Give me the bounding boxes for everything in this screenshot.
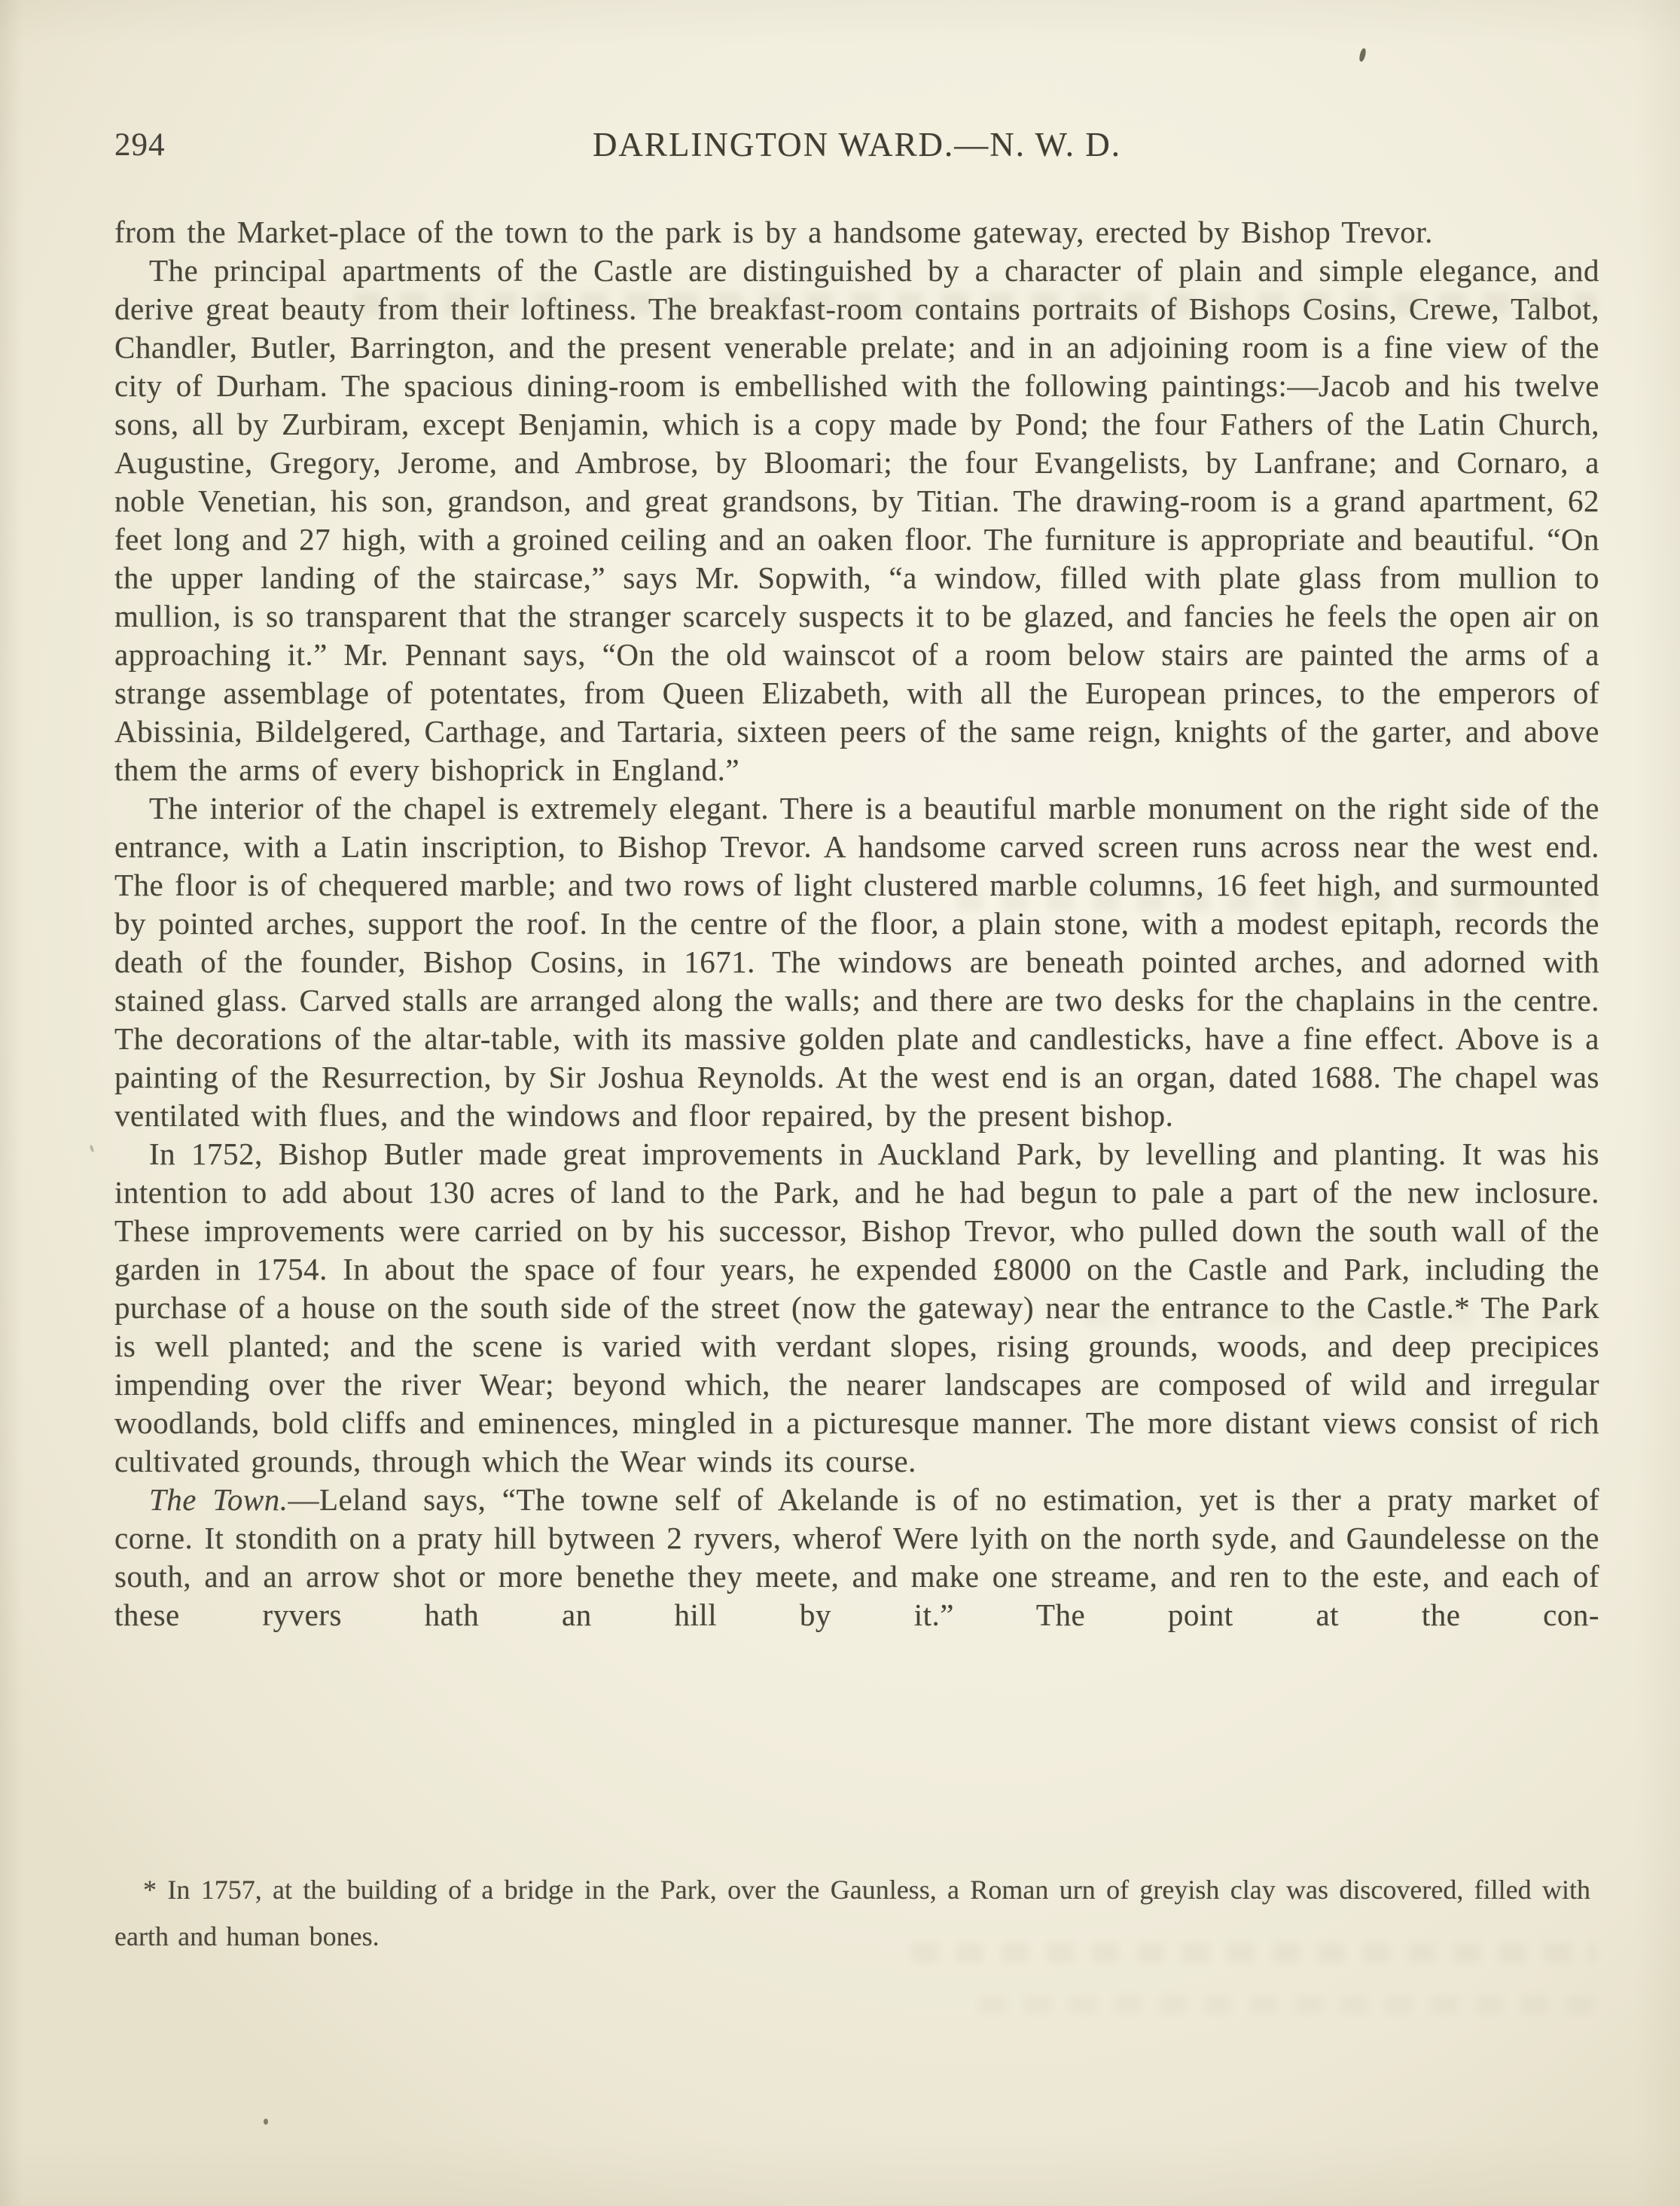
show-through-smudge — [979, 1996, 1596, 2014]
ink-speck — [264, 2119, 268, 2125]
paragraph-town-lead: The Town. — [149, 1482, 288, 1517]
ink-speck — [89, 1145, 94, 1153]
show-through-smudge — [354, 292, 1596, 315]
paragraph-continuation: from the Market-place of the town to the park is by a handsome gateway, erected by Bishop Trevor. — [114, 215, 1433, 249]
page-number: 294 — [114, 127, 166, 163]
show-through-smudge — [911, 1943, 1596, 1963]
paragraph-town — [114, 1481, 1599, 1634]
running-title: DARLINGTON WARD.—N. W. D. — [592, 126, 1122, 163]
page-body — [114, 213, 1599, 1634]
paragraph-town-text: —Leland says, “The towne self of Akelande is of no estimation, yet is ther a praty market of corne. It stondith on a praty hill bytween 2 ryvers, wherof Were lyith on the north syde, and Gaundelesse on the south, and an arrow shot or more benethe they meete, and make one streame, and ren to the este, and each of these ryvers hath an hill by it.” The point at the con- — [114, 1482, 1599, 1632]
page-header — [114, 125, 1599, 167]
footnote: * In 1757, at the building of a bridge in the Park, over the Gaunless, a Roman urn of greyish clay was discovered, filled with earth and human bones. — [114, 1875, 1590, 1951]
paragraph-apartments: The principal apartments of the Castle are distinguished by a character of plain and simple elegance, and derive great beauty from their loftiness. The breakfast-room contains portraits of Bishops Cosins, Crewe, Talbot, Chandler, Butler, Barrington, and the present venerable prelate; and in an adjoining room is a fine view of the city of Durham. The spacious dining-room is embellished with the following paintings:—Jacob and his twelve sons, all by Zurbiram, except Benjamin, which is a copy made by Pond; the four Fathers of the Latin Church, Augustine, Gregory, Jerome, and Ambrose, by Bloomari; the four Evangelists, by Lanfrane; and Cornaro, a noble Venetian, his son, grandson, and great grandsons, by Titian. The drawing-room is a grand apartment, 62 feet long and 27 high, with a groined ceiling and an oaken floor. The furniture is appropriate and beautiful. “On the upper landing of the staircase,” says Mr. Sopwith, “a window, filled with plate glass from mullion to mullion, is so transparent that the stranger scarcely suspects it to be glazed, and fancies he feels the open air on approaching it.” Mr. Pennant says, “On the old wainscot of a room below stairs are painted the arms of a strange assemblage of potentates, from Queen Elizabeth, with all the European princes, to the emperors of Abissinia, Bildelgered, Carthage, and Tartaria, sixteen peers of the same reign, knights of the garter, and above them the arms of every bishoprick in England.” — [114, 253, 1599, 787]
paragraph-chapel: The interior of the chapel is extremely elegant. There is a beautiful marble monument on the right side of the entrance, with a Latin inscription, to Bishop Trevor. A handsome carved screen runs across near the west end. The floor is of chequered marble; and two rows of light clustered marble columns, 16 feet high, and surmounted by pointed arches, support the roof. In the centre of the floor, a plain stone, with a modest epitaph, records the death of the founder, Bishop Cosins, in 1671. The windows are beneath pointed arches, and adorned with stained glass. Carved stalls are arranged along the walls; and there are two desks for the chaplains in the centre. The decorations of the altar-table, with its massive golden plate and candlesticks, have a fine effect. Above is a painting of the Resurrection, by Sir Joshua Reynolds. At the west end is an organ, dated 1688. The chapel was ventilated with flues, and the windows and floor repaired, by the present bishop. — [114, 791, 1599, 1133]
show-through-smudge — [1084, 1307, 1596, 1326]
ink-speck — [1358, 47, 1367, 62]
show-through-smudge — [956, 890, 1596, 911]
paragraph-park: In 1752, Bishop Butler made great improvements in Auckland Park, by levelling and planting. It was his intention to add about 130 acres of land to the Park, and he had begun to pale a part of the new inclosure. These improvements were carried on by his successor, Bishop Trevor, who pulled down the south wall of the garden in 1754. In about the space of four years, he expended £8000 on the Castle and Park, including the purchase of a house on the south side of the street (now the gateway) near the entrance to the Castle.* The Park is well planted; and the scene is varied with verdant slopes, rising grounds, woods, and deep precipices impending over the river Wear; beyond which, the nearer landscapes are composed of wild and irregular woodlands, bold cliffs and eminences, mingled in a picturesque manner. The more distant views consist of rich cultivated grounds, through which the Wear winds its course. — [114, 1137, 1599, 1478]
